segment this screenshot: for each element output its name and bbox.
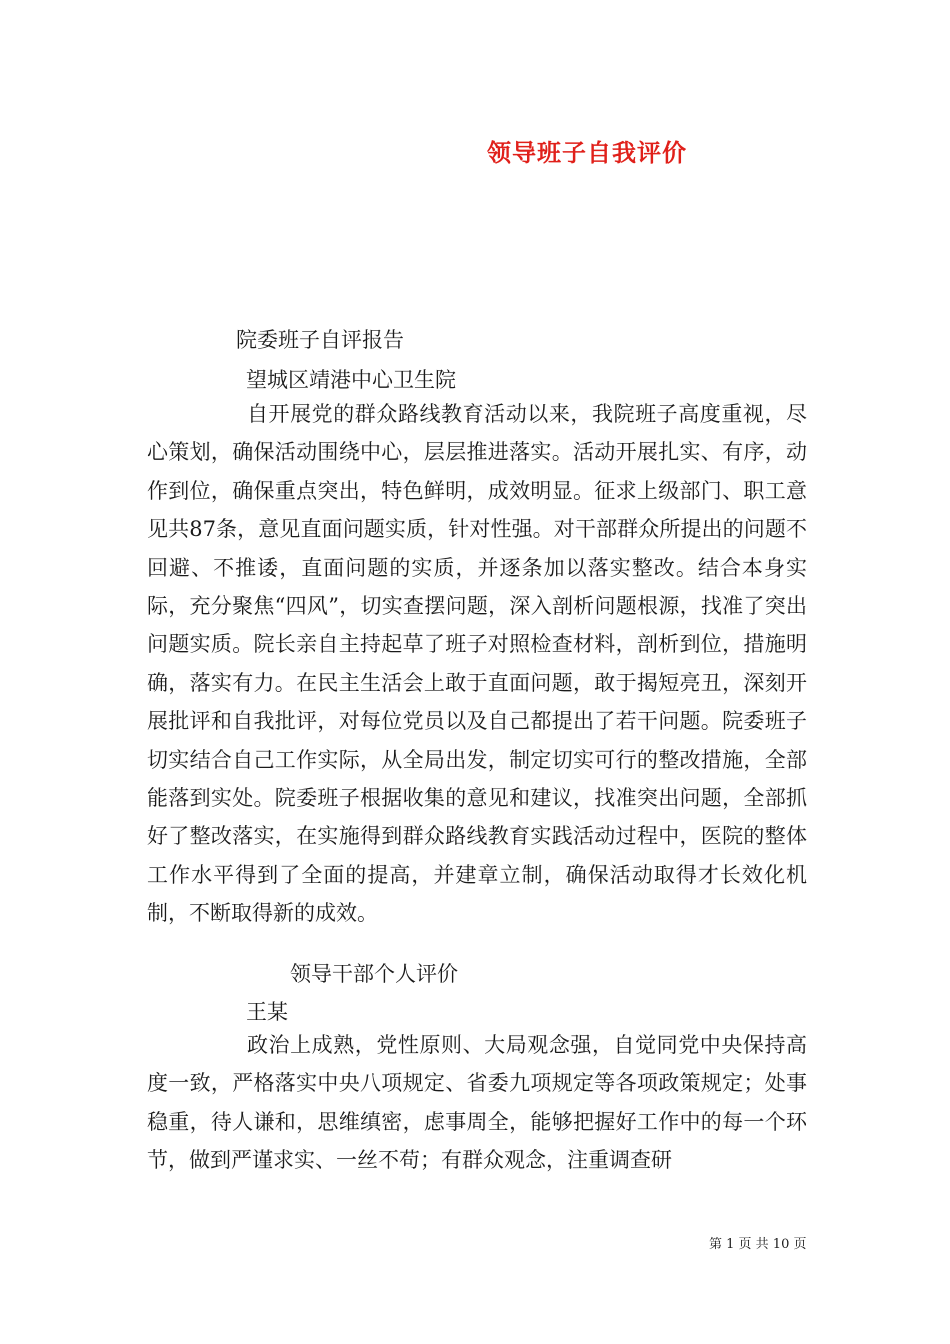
personal-evaluation-paragraph: 政治上成熟，党性原则、大局观念强，自觉同党中央保持高度一致，严格落实中央八项规定、省委九项规定等各项政策规定；处事稳重，待人谦和，思维缜密，虑事周全，能够把握好工作中的每一个环节，做到严谨求实、一丝不苟；有群众观念，注重调查研 xyxy=(147,1033,807,1173)
section-heading-personal-evaluation: 领导干部个人评价 xyxy=(290,962,458,986)
section-heading-team-report: 院委班子自评报告 xyxy=(236,328,404,352)
team-report-paragraph: 自开展党的群众路线教育活动以来，我院班子高度重视，尽心策划，确保活动围绕中心，层层推进落实。活动开展扎实、有序，动作到位，确保重点突出，特色鲜明，成效明显。征求上级部门、职工意见共87条，意见直面问题实质，针对性强。对干部群众所提出的问题不回避、不推诿，直面问题的实质，并逐条加以落实整改。结合本身实际，充分聚焦“四风”，切实查摆问题，深入剖析问题根源，找准了突出问题实质。院长亲自主持起草了班子对照检查材料，剖析到位，措施明确，落实有力。在民主生活会上敢于直面问题，敢于揭短亮丑，深刻开展批评和自我批评，对每位党员以及自己都提出了若干问题。院委班子切实结合自己工作实际，从全局出发，制定切实可行的整改措施，全部能落到实处。院委班子根据收集的意见和建议，找准突出问题，全部抓好了整改落实，在实施得到群众路线教育实践活动过程中，医院的整体工作水平得到了全面的提高，并建章立制，确保活动取得才长效化机制，不断取得新的成效。 xyxy=(147,402,807,926)
page-number-footer: 第 1 页 共 10 页 xyxy=(709,1237,807,1252)
organization-name: 望城区靖港中心卫生院 xyxy=(246,368,456,392)
document-title: 领导班子自我评价 xyxy=(487,138,687,167)
person-name: 王某 xyxy=(246,1000,288,1024)
